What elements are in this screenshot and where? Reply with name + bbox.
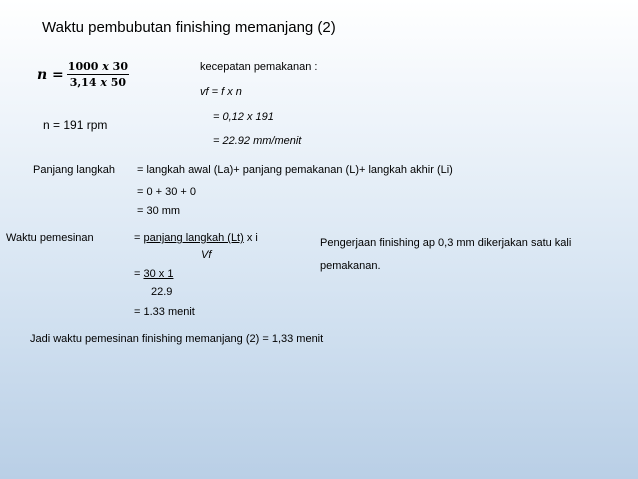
rpm-formula xyxy=(37,60,129,89)
feed-line-2: = 0,12 x 191 xyxy=(213,111,274,123)
machining-step-denominator: 22.9 xyxy=(151,286,173,298)
stroke-label: Panjang langkah xyxy=(33,164,115,176)
formula-fraction xyxy=(67,60,129,89)
machining-step-numerator: 30 x 1 xyxy=(143,268,174,280)
machining-result: = 1.33 menit xyxy=(134,306,195,318)
stroke-equation: = langkah awal (La)+ panjang pemakanan (L)+ langkah akhir (Li) xyxy=(137,164,453,176)
feed-line-3: = 22.92 mm/menit xyxy=(213,135,302,147)
feed-line-1: vf = f x n xyxy=(200,86,242,98)
stroke-sum: = 0 + 30 + 0 xyxy=(137,186,197,198)
machining-equation-denominator: Vf xyxy=(201,249,212,261)
slide-title: Waktu pembubutan finishing memanjang (2) xyxy=(42,19,336,36)
stroke-result: = 30 mm xyxy=(137,205,181,217)
machining-equation-numerator: panjang langkah (Lt) xyxy=(143,232,244,244)
feed-label: kecepatan pemakanan : xyxy=(200,61,318,73)
note-line-1: Pengerjaan finishing ap 0,3 mm dikerjakan satu kali xyxy=(320,237,572,249)
machining-label: Waktu pemesinan xyxy=(6,232,94,244)
formula-lhs: n = xyxy=(37,66,64,83)
formula-denominator: 3,14 x 50 xyxy=(69,76,127,89)
machining-equation: = panjang langkah (Lt) x i xyxy=(134,232,258,244)
machining-step: = 30 x 1 xyxy=(134,268,174,280)
conclusion: Jadi waktu pemesinan finishing memanjang (2) = 1,33 menit xyxy=(30,333,324,345)
rpm-result: n = 191 rpm xyxy=(43,118,108,132)
formula-numerator: 1000 x 30 xyxy=(67,60,128,73)
note-line-2: pemakanan. xyxy=(320,260,381,272)
